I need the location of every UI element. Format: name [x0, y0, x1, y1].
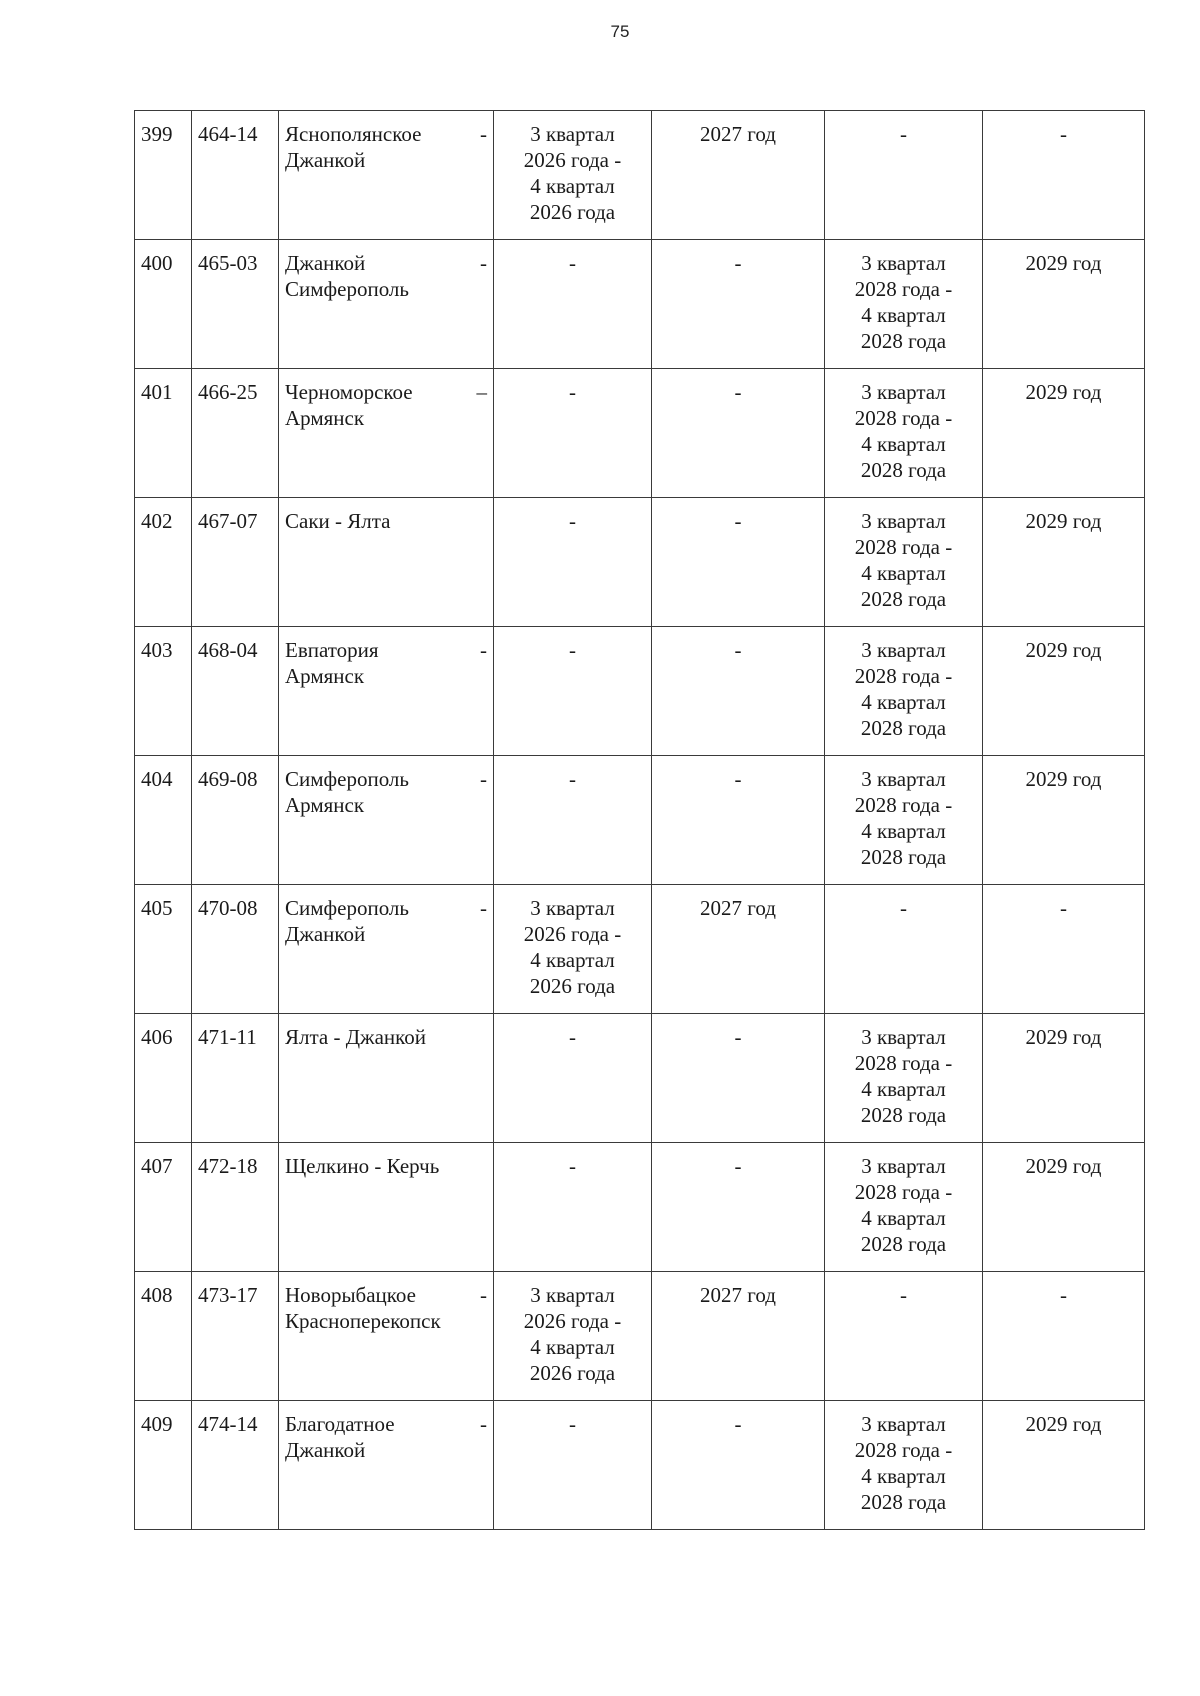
period-first: [494, 1401, 652, 1530]
route-name: Черноморское Армянск: [285, 380, 413, 430]
period-first-text: 3 квартал 2026 года - 4 квартал 2026 года: [523, 122, 622, 224]
route-name: Евпатория Армянск: [285, 638, 379, 688]
period-second: [825, 1272, 983, 1401]
period-second-text: -: [900, 1283, 907, 1307]
period-first: [494, 111, 652, 240]
period-first-text: -: [569, 380, 576, 404]
route-code: 473-17: [192, 1272, 279, 1401]
year-first: [652, 885, 825, 1014]
row-number: 401: [135, 369, 192, 498]
period-first-text: -: [569, 1412, 576, 1436]
year-first: [652, 627, 825, 756]
year-first: [652, 1272, 825, 1401]
route-code: 465-03: [192, 240, 279, 369]
year-second: [983, 756, 1145, 885]
year-second: [983, 1272, 1145, 1401]
year-second-text: -: [1060, 896, 1067, 920]
year-first-text: 2027 год: [700, 896, 776, 920]
year-second-text: 2029 год: [1025, 1412, 1102, 1436]
year-second: [983, 1014, 1145, 1143]
route-cell: [279, 1272, 494, 1401]
period-second: [825, 1143, 983, 1272]
route-cell: [279, 885, 494, 1014]
route-code: 467-07: [192, 498, 279, 627]
route-code: 471-11: [192, 1014, 279, 1143]
year-first-text: -: [734, 251, 742, 275]
route-dash: -: [480, 767, 487, 791]
period-first-text: 3 квартал 2026 года - 4 квартал 2026 года: [523, 1283, 622, 1385]
period-second-text: -: [900, 896, 907, 920]
year-second-text: 2029 год: [1025, 380, 1102, 404]
route-cell: [279, 369, 494, 498]
route-name: Саки - Ялта: [285, 509, 391, 533]
row-number: 408: [135, 1272, 192, 1401]
year-second: [983, 369, 1145, 498]
route-name: Щелкино - Керчь: [285, 1154, 440, 1178]
route-dash: [483, 508, 487, 534]
route-dash: -: [480, 122, 487, 146]
period-first-text: -: [569, 509, 576, 533]
period-first: [494, 885, 652, 1014]
route-cell: [279, 240, 494, 369]
period-second-text: 3 квартал 2028 года - 4 квартал 2028 года: [854, 509, 953, 611]
route-name: Симферополь Армянск: [285, 767, 409, 817]
route-name: Ялта - Джанкой: [285, 1025, 427, 1049]
row-number: 399: [135, 111, 192, 240]
route-name: Джанкой Симферополь: [285, 251, 409, 301]
table-row: [135, 111, 1145, 240]
route-dash: -: [480, 251, 487, 275]
period-second: [825, 1014, 983, 1143]
year-first: [652, 1401, 825, 1530]
route-code: 464-14: [192, 111, 279, 240]
row-number: 405: [135, 885, 192, 1014]
year-first: [652, 111, 825, 240]
year-second-text: 2029 год: [1025, 1025, 1102, 1049]
table-row: [135, 498, 1145, 627]
year-second: [983, 627, 1145, 756]
year-first: [652, 1143, 825, 1272]
route-cell: [279, 1401, 494, 1530]
year-second-text: 2029 год: [1025, 767, 1102, 791]
period-second-text: -: [900, 122, 907, 146]
route-dash: –: [476, 380, 487, 404]
table-row: [135, 1272, 1145, 1401]
year-second: [983, 885, 1145, 1014]
year-first-text: -: [734, 380, 742, 404]
route-code: 469-08: [192, 756, 279, 885]
period-first-text: 3 квартал 2026 года - 4 квартал 2026 года: [523, 896, 622, 998]
row-number: 400: [135, 240, 192, 369]
route-schedule-table: [134, 110, 1145, 1530]
route-name: Новорыбацкое Красноперекопск: [285, 1283, 441, 1333]
table-row: [135, 1401, 1145, 1530]
route-cell: [279, 1143, 494, 1272]
table-row: [135, 1014, 1145, 1143]
year-first-text: -: [734, 1412, 742, 1436]
route-code: 468-04: [192, 627, 279, 756]
route-dash: -: [480, 638, 487, 662]
period-first-text: -: [569, 1025, 576, 1049]
year-second: [983, 111, 1145, 240]
period-first: [494, 1014, 652, 1143]
row-number: 407: [135, 1143, 192, 1272]
year-first-text: -: [734, 767, 742, 791]
year-second-text: -: [1060, 122, 1067, 146]
route-code: 470-08: [192, 885, 279, 1014]
period-first: [494, 627, 652, 756]
period-second-text: 3 квартал 2028 года - 4 квартал 2028 года: [854, 380, 953, 482]
year-first: [652, 240, 825, 369]
route-cell: [279, 756, 494, 885]
route-cell: [279, 1014, 494, 1143]
period-first: [494, 498, 652, 627]
table-row: [135, 756, 1145, 885]
route-cell: [279, 111, 494, 240]
route-name: Благодатное Джанкой: [285, 1412, 395, 1462]
period-first: [494, 240, 652, 369]
period-second: [825, 498, 983, 627]
row-number: 406: [135, 1014, 192, 1143]
year-second: [983, 498, 1145, 627]
table-row: [135, 1143, 1145, 1272]
route-code: 466-25: [192, 369, 279, 498]
year-first-text: 2027 год: [700, 1283, 776, 1307]
period-first-text: -: [569, 638, 576, 662]
route-name: Яснополянское Джанкой: [285, 122, 422, 172]
period-second-text: 3 квартал 2028 года - 4 квартал 2028 года: [854, 1154, 953, 1256]
route-dash: -: [480, 896, 487, 920]
year-second-text: 2029 год: [1025, 509, 1102, 533]
route-dash: -: [480, 1412, 487, 1436]
period-second: [825, 885, 983, 1014]
year-second-text: 2029 год: [1025, 251, 1102, 275]
period-second-text: 3 квартал 2028 года - 4 квартал 2028 года: [854, 251, 953, 353]
period-first-text: -: [569, 1154, 576, 1178]
year-second: [983, 1143, 1145, 1272]
period-first: [494, 1143, 652, 1272]
period-second-text: 3 квартал 2028 года - 4 квартал 2028 года: [854, 1412, 953, 1514]
period-second: [825, 1401, 983, 1530]
row-number: 409: [135, 1401, 192, 1530]
year-first-text: -: [734, 638, 742, 662]
year-first-text: -: [734, 509, 742, 533]
period-second-text: 3 квартал 2028 года - 4 квартал 2028 года: [854, 1025, 953, 1127]
row-number: 402: [135, 498, 192, 627]
period-first: [494, 756, 652, 885]
period-second: [825, 111, 983, 240]
year-second-text: -: [1060, 1283, 1067, 1307]
year-first: [652, 369, 825, 498]
year-first-text: -: [734, 1025, 742, 1049]
year-second: [983, 1401, 1145, 1530]
route-code: 472-18: [192, 1143, 279, 1272]
year-second: [983, 240, 1145, 369]
year-first-text: 2027 год: [700, 122, 776, 146]
period-first-text: -: [569, 767, 576, 791]
table-row: [135, 627, 1145, 756]
period-second-text: 3 квартал 2028 года - 4 квартал 2028 года: [854, 767, 953, 869]
table-row: [135, 369, 1145, 498]
year-first: [652, 498, 825, 627]
route-code: 474-14: [192, 1401, 279, 1530]
period-second: [825, 627, 983, 756]
page-number: 75: [610, 22, 630, 41]
route-cell: [279, 627, 494, 756]
year-first: [652, 756, 825, 885]
route-dash: -: [480, 1283, 487, 1307]
period-second: [825, 369, 983, 498]
year-first: [652, 1014, 825, 1143]
period-second: [825, 240, 983, 369]
year-second-text: 2029 год: [1025, 638, 1102, 662]
route-name: Симферополь Джанкой: [285, 896, 409, 946]
period-second: [825, 756, 983, 885]
table-row: [135, 885, 1145, 1014]
period-second-text: 3 квартал 2028 года - 4 квартал 2028 года: [854, 638, 953, 740]
period-first: [494, 1272, 652, 1401]
route-dash: [483, 1024, 487, 1050]
period-first-text: -: [569, 251, 576, 275]
table-row: [135, 240, 1145, 369]
row-number: 404: [135, 756, 192, 885]
period-first: [494, 369, 652, 498]
row-number: 403: [135, 627, 192, 756]
year-first-text: -: [734, 1154, 742, 1178]
route-cell: [279, 498, 494, 627]
year-second-text: 2029 год: [1025, 1154, 1102, 1178]
route-dash: [483, 1153, 487, 1179]
